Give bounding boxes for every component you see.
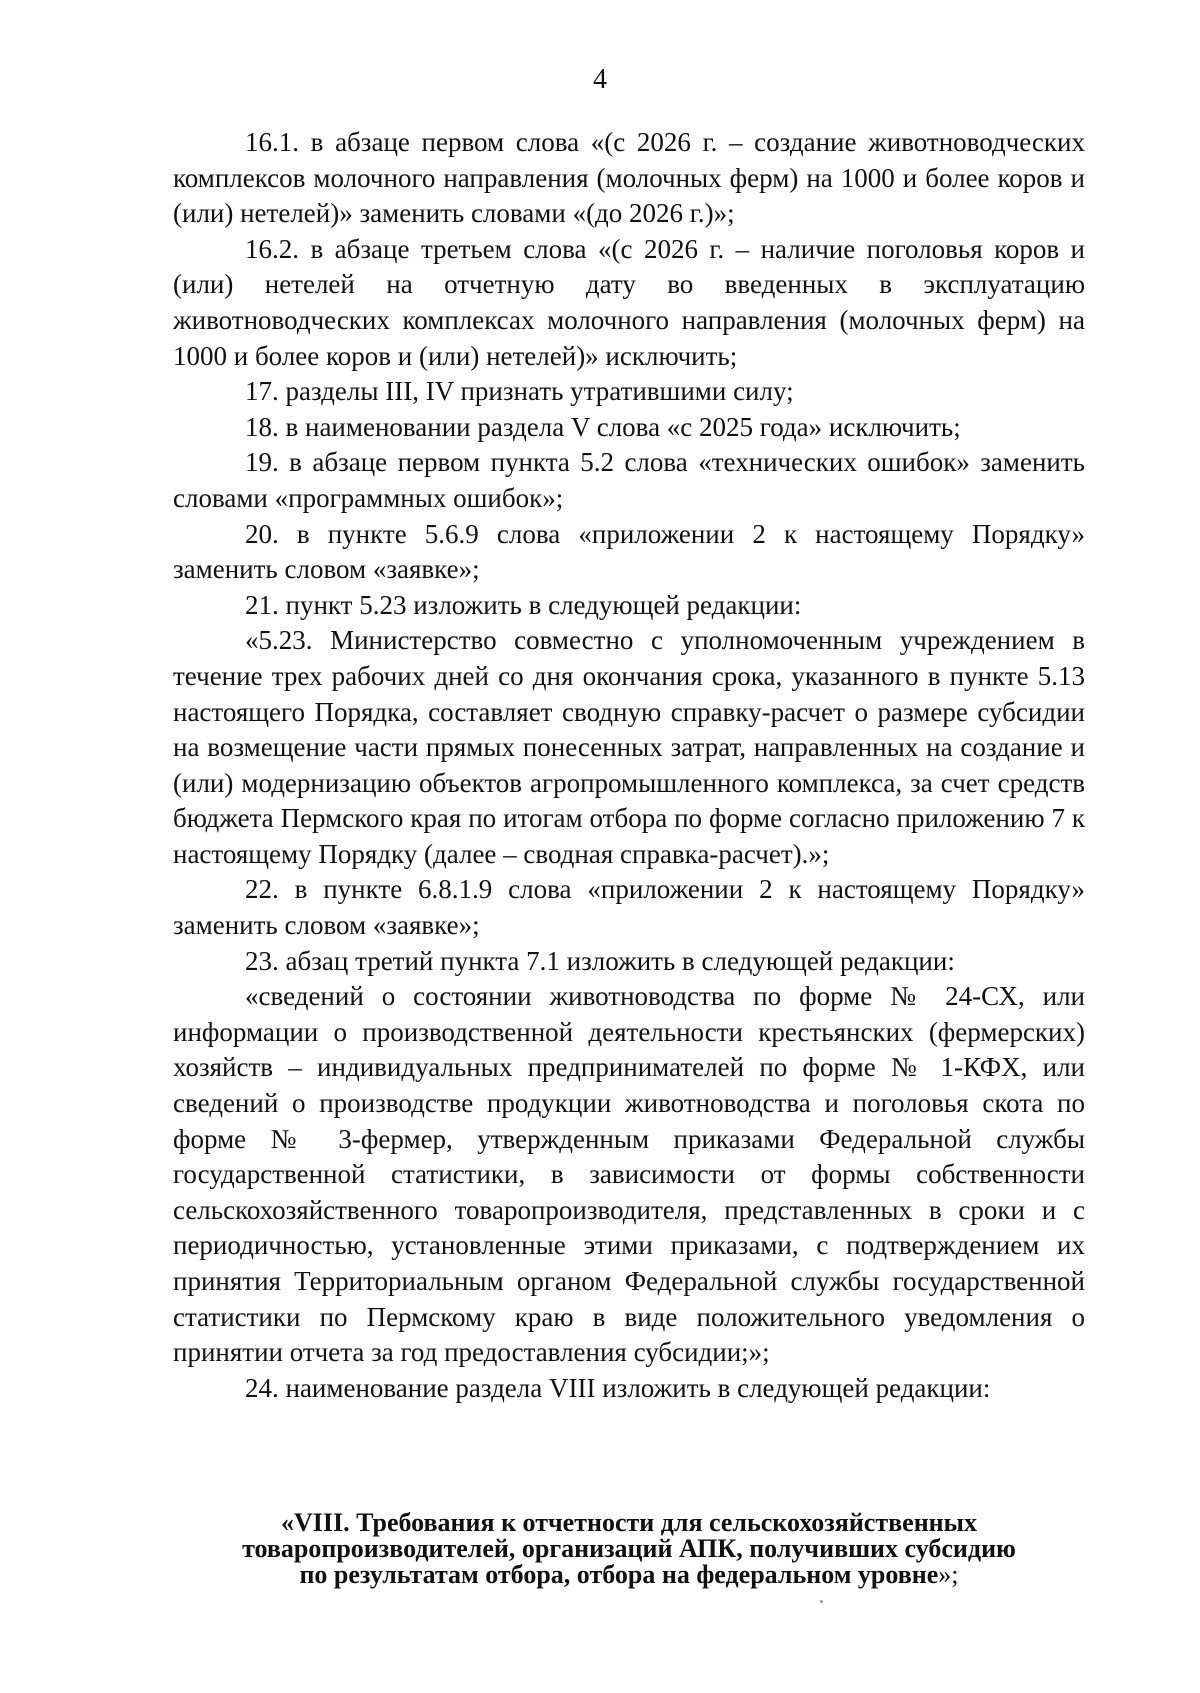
paragraph-23: 23. абзац третий пункта 7.1 изложить в следующей редакции: xyxy=(245,945,955,976)
page-number: 4 xyxy=(593,64,607,95)
paragraph-18: 18. в наименовании раздела V слова «с 2025 года» исключить; xyxy=(245,411,961,442)
heading-closing-quote: »; xyxy=(938,1560,959,1589)
heading-line-1: «VIII. Требования к отчетности для сельскохозяйственных xyxy=(281,1508,977,1537)
paragraph-21: 21. пункт 5.23 изложить в следующей редакции: xyxy=(245,589,802,620)
heading-line-3-text: по результатам отбора, отбора на федеральном уровне xyxy=(299,1560,939,1589)
paragraph-5-23-text: «5.23. Министерство совместно с уполномоченным учреждением в течение трех рабочих дней со дня окончания срока, указанного в пункте 5.13 настоящего Порядка, составляет сводную справку-расчет о размере субсидии на возмещение части прямых понесенных затрат, направленных на создание и (или) модернизацию объектов агропромышленного комплекса, за счет средств бюджета Пермского края по итогам отбора по форме согласно приложению 7 к настоящему Порядку (далее – сводная справка-расчет).»; xyxy=(173,625,1085,869)
paragraph-24: 24. наименование раздела VIII изложить в следующей редакции: xyxy=(245,1372,991,1403)
paragraph-22: 22. в пункте 6.8.1.9 слова «приложении 2 к настоящему Порядку» заменить словом «заявке»; xyxy=(173,874,1085,941)
heading-line-3 xyxy=(173,1562,1085,1588)
section-viii-heading xyxy=(173,1510,1085,1588)
heading-line-2: товаропроизводителей, организаций АПК, получивших субсидию xyxy=(242,1534,1016,1563)
paragraph-20: 20. в пункте 5.6.9 слова «приложении 2 к настоящему Порядку» заменить словом «заявке»; xyxy=(173,518,1085,585)
paragraph-7-1-text: «сведений о состоянии животноводства по форме № 24-СХ, или информации о производственной деятельности крестьянских (фермерских) хозяйств – индивидуальных предпринимателей по форме № 1-КФХ, или сведений о производстве продукции животноводства и поголовья скота по форме № 3-фермер, утвержденным приказами Федеральной службы государственной статистики, в зависимости от формы собственности сельскохозяйственного товаропроизводителя, представленных в сроки и с периодичностью, установленные этими приказами, с подтверждением их принятия Территориальным органом Федеральной службы государственной статистики по Пермскому краю в виде положительного уведомления о принятии отчета за год предоставления субсидии;»; xyxy=(173,981,1085,1368)
paragraph-17: 17. разделы III, IV признать утратившими силу; xyxy=(245,376,794,407)
paragraph-16-1: 16.1. в абзаце первом слова «(с 2026 г. – создание животноводческих комплексов молочного направления (молочных ферм) на 1000 и более коров и (или) нетелей)» заменить словами «(до 2026 г.)»; xyxy=(173,127,1085,229)
paragraph-16-2: 16.2. в абзаце третьем слова «(с 2026 г. – наличие поголовья коров и (или) нетелей на отчетную дату во введенных в эксплуатацию животноводческих комплексах молочного направления (молочных ферм) на 1000 и более коров и (или) нетелей)» исключить; xyxy=(173,233,1085,371)
document-body xyxy=(173,125,1085,1406)
scan-speck xyxy=(820,1600,823,1603)
paragraph-19: 19. в абзаце первом пункта 5.2 слова «технических ошибок» заменить словами «программных ошибок»; xyxy=(173,447,1085,513)
